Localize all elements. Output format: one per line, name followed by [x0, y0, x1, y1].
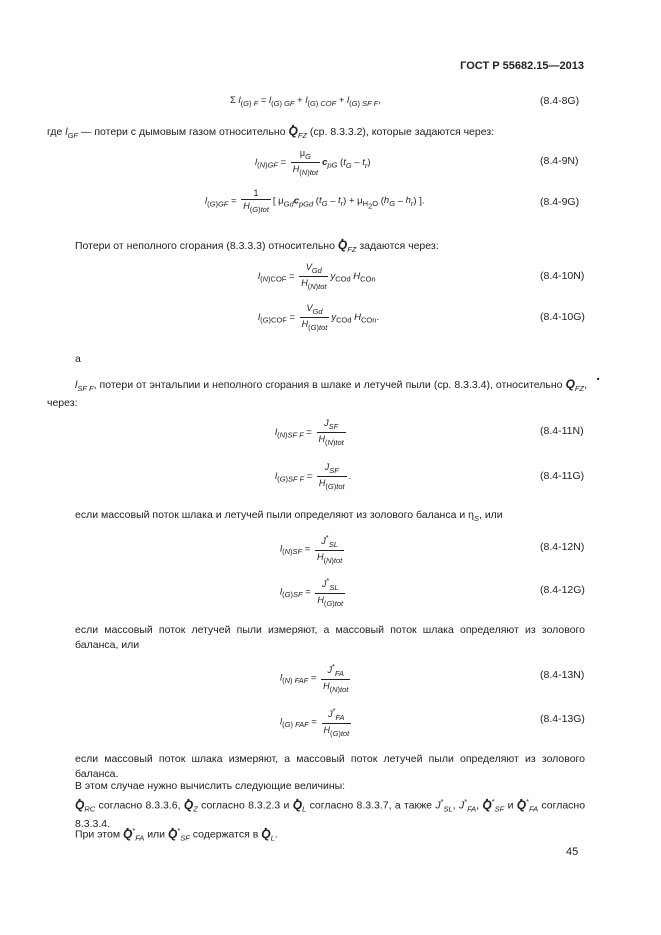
equation-number: (8.4-12N): [540, 541, 585, 553]
paragraph-contained: При этом . $Q^*_{FA}$ или . $Q^*_{SF}$ содержатся в . $Q_L$.: [75, 823, 585, 846]
equation-8-4-12G: $l_{(G)SF}$ = $\frac{J^*_{SL}}{H_{(G)tot}}$: [280, 576, 344, 608]
paragraph-slag-measured: если массовый поток шлака измеряют, а массовый поток летучей пыли определяют из золового баланса.: [75, 753, 585, 780]
equation-number: (8.4-9N): [540, 155, 579, 167]
equation-number: (8.4-13G): [540, 713, 585, 725]
paragraph-ash-balance: если массовый поток шлака и летучей пыли определяют из золового баланса и $\eta_S$, или: [75, 509, 503, 524]
paragraph-a: а: [75, 353, 81, 365]
equation-number: (8.4-11G): [540, 470, 585, 482]
equation-8-4-13G: $l_{(G) FAF}$ = $\frac{J^*_{FA}}{H_{(G)tot}}$: [280, 706, 350, 738]
equation-8-4-10N: $l_{(N)COF}$ = $\frac{V_{Gd}}{H_{(N)tot}}$ $y_{COd}$ $H_{COn}$: [258, 262, 376, 291]
equation-number: (8.4-10N): [540, 270, 585, 282]
document-header: ГОСТ Р 55682.15—2013: [460, 60, 584, 72]
equation-8-4-13N: $l_{(N) FAF}$ = $\frac{J^*_{FA}}{H_{(N)tot}}$: [280, 662, 349, 694]
paragraph-lgf: где $l_{GF}$ — потери с дымовым газом относительно . $Q_{FZ}$ (ср. 8.3.3.2), которые задаются через:: [47, 124, 587, 143]
equation-8-4-11N: $l_{(N)SF F}$ = $\frac{J_{SF}}{H_{(N)tot}}$: [275, 418, 344, 447]
equation-number: (8.4-13N): [540, 669, 585, 681]
equation-number: (8.4-10G): [540, 311, 585, 323]
paragraph-fly-ash-measured: если массовый поток летучей пыли измеряют, а массовый поток шлака определяют из золового баланса, или: [75, 624, 585, 651]
equation-number: (8.4-9G): [540, 196, 580, 208]
paragraph-lsff: $l_{SF F}$, потери от энтальпии и неполного сгорания в шлаке и летучей пыли (ср. 8.3.3.4), относительно . $Q_{FZ}$, через:: [47, 377, 587, 411]
equation-8-4-11G: $l_{(G)SF F}$ = $\frac{J_{SF}}{H_{(G)tot}}$ .: [275, 462, 352, 491]
equation-8-4-10G: $l_{(G)COF}$ = $\frac{V_{Gd}}{H_{(G)tot}}$ $y_{COd}$ $H_{COn}$.: [258, 303, 380, 332]
page-number: 45: [566, 846, 579, 858]
paragraph-compute: В этом случае нужно вычислить следующие величины:: [75, 780, 346, 792]
paragraph-co-losses: Потери от неполного сгорания (8.3.3.3) относительно . $Q_{FZ}$ задаются через:: [75, 238, 585, 257]
paragraph-quantities: . $Q_{RC}$ согласно 8.3.3.6, . $Q_Z$ согласно 8.3.2.3 и . $Q_L$ согласно 8.3.3.7, а также $J^*_{SL}$, $J^*_{FA}$, . $Q^*_{SF}$ и . $Q^*_{FA}$ согласно 8.3.3.4.: [75, 794, 585, 832]
equation-8-4-9G: $l_{(G)GF}$ = $\frac{1}{H_{(G)tot}}$ [ $\mu_{Gd}c_{pGd}$ $(t_G - t_r) + \mu_{H_2O}$ $(h_G - h_r)$ ].: [205, 188, 425, 214]
equation-number: (8.4-12G): [540, 584, 585, 596]
equation-number: (8.4-8G): [540, 95, 580, 107]
equation-8-4-9N: $l_{(N)GF}$ = $\frac{\mu_G}{H_{(N)tot}}$ $c_{pG}$ $(t_G - t_r)$: [255, 148, 371, 177]
equation-8-4-8G: Σ $l_{(G) F} = l_{(G) GF} + l_{(G) COF} + l_{(G) SF F}$,: [230, 95, 381, 108]
equation-8-4-12N: $l_{(N)SF}$ = $\frac{J^*_{SL}}{H_{(N)tot}}$: [280, 533, 343, 565]
equation-number: (8.4-11N): [540, 425, 584, 437]
